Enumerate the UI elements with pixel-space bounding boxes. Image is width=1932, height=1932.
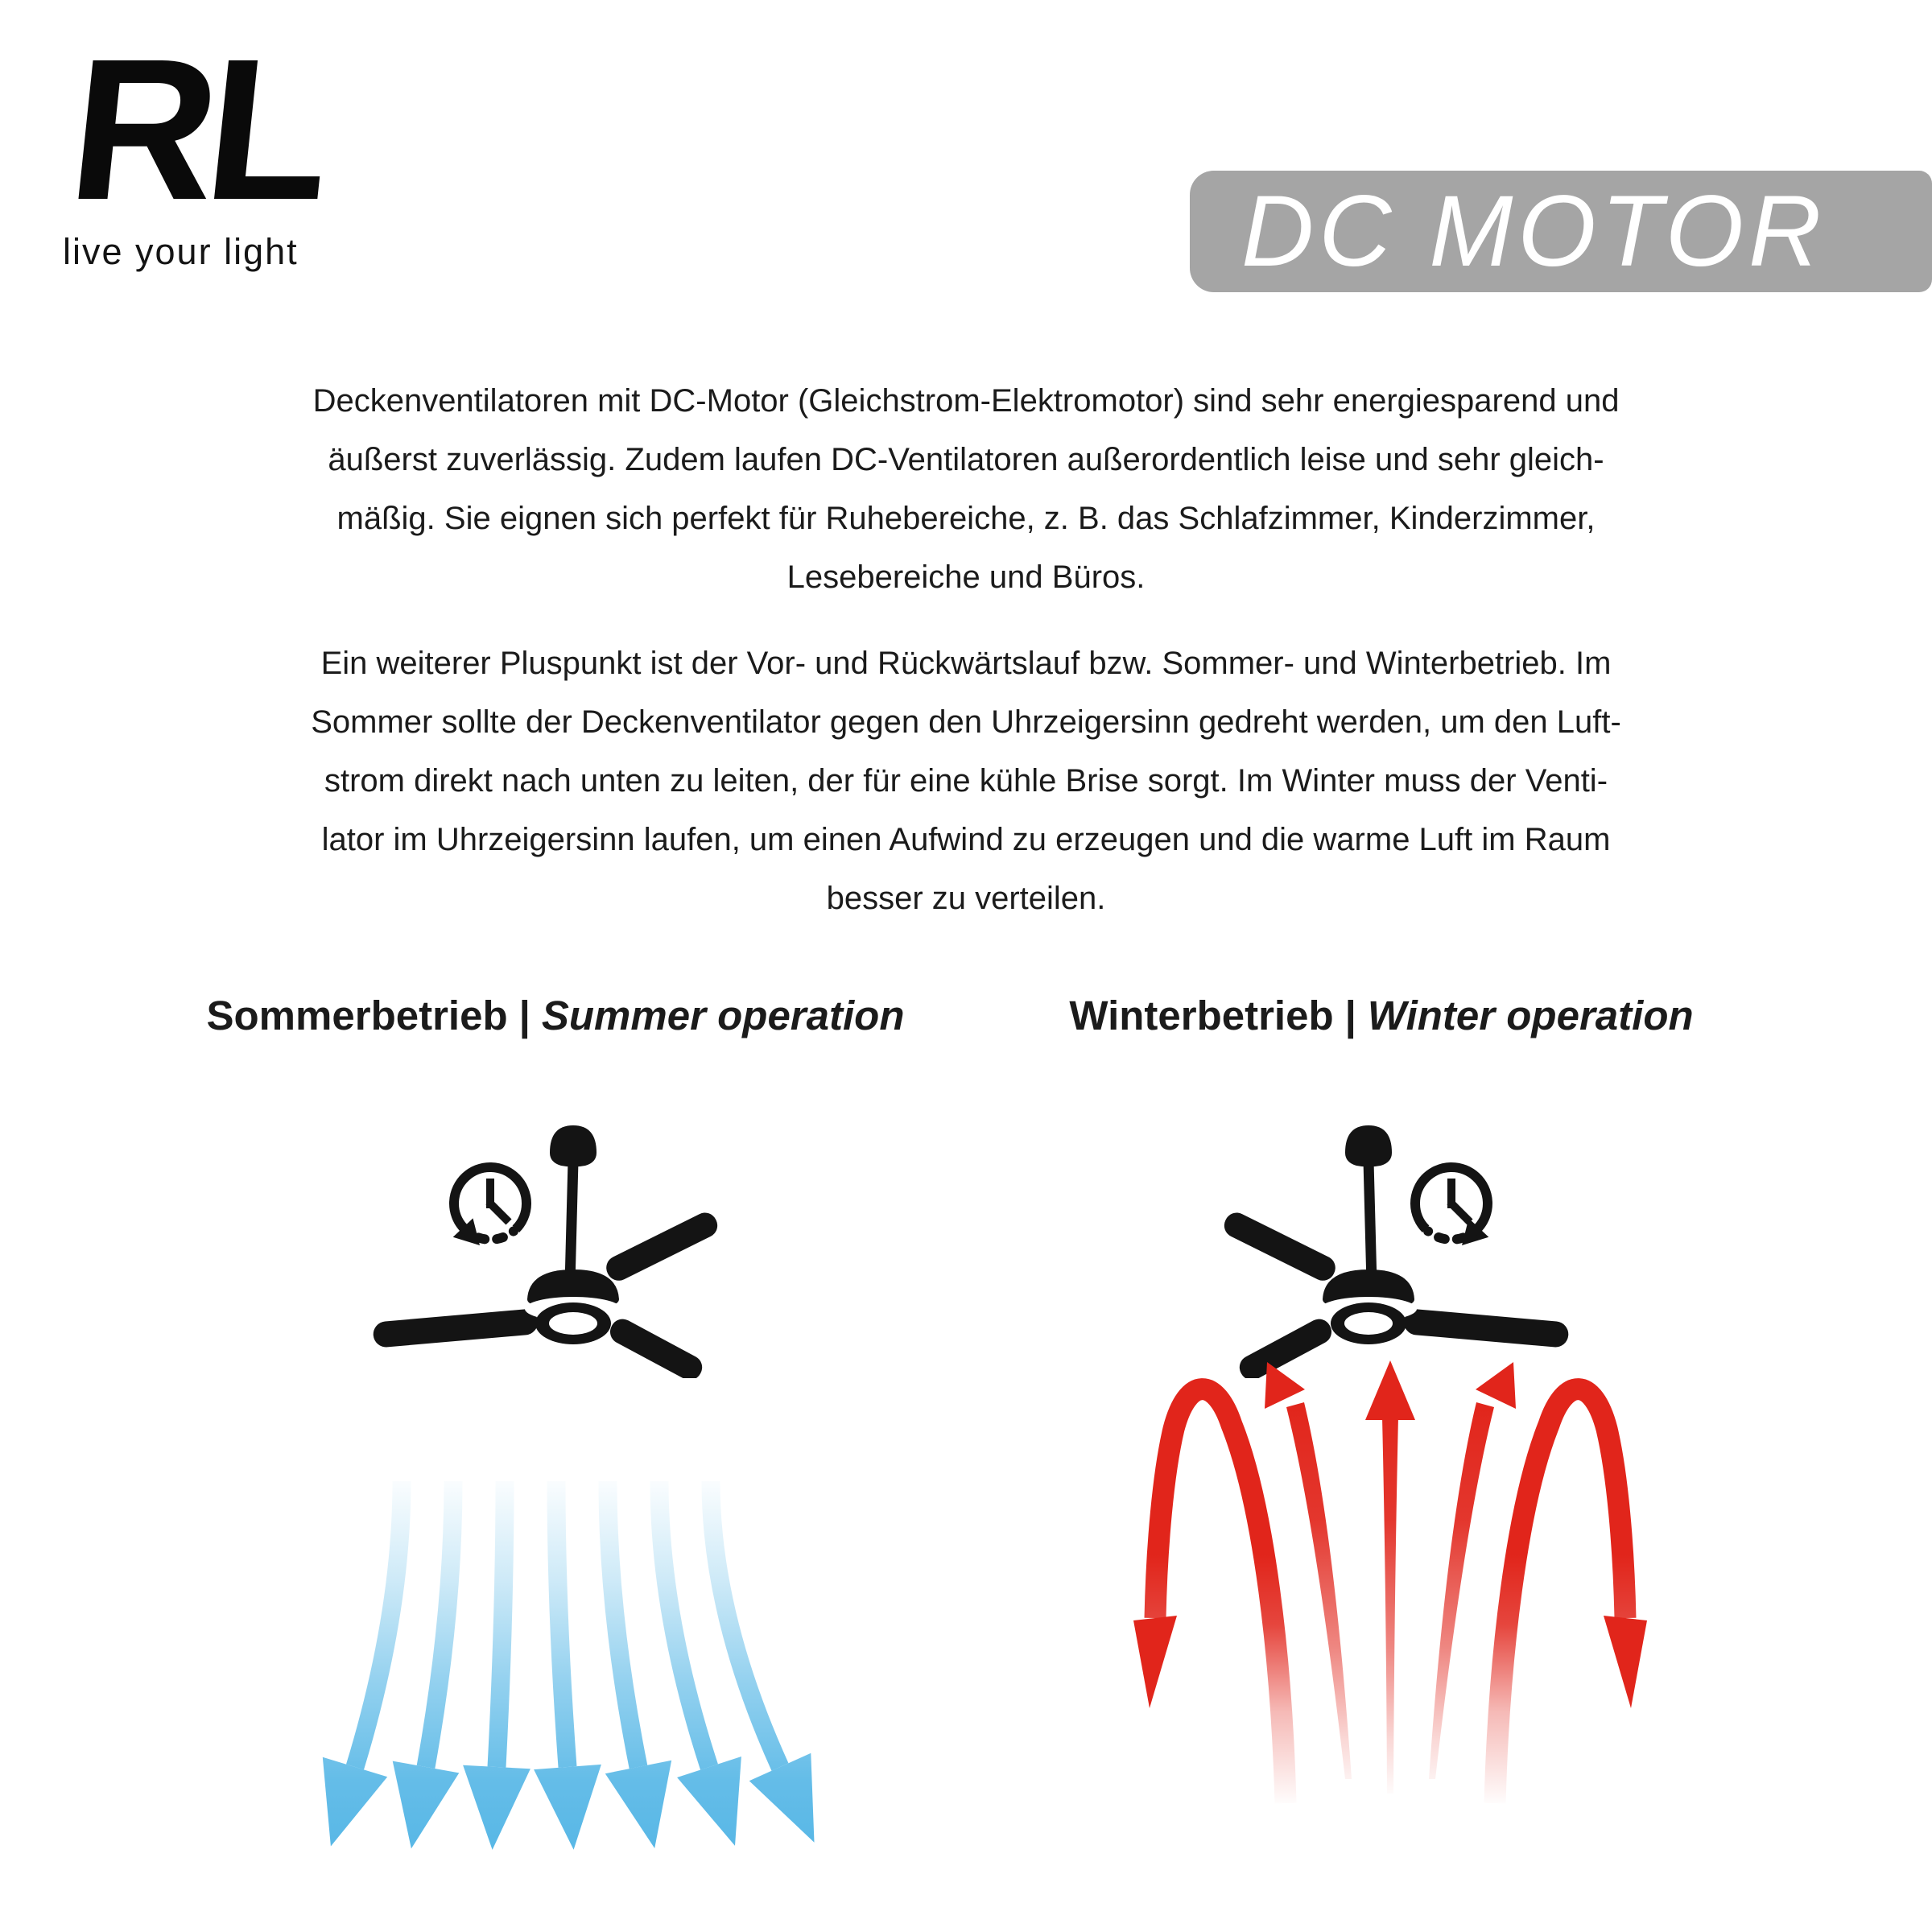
summer-heading-en: Summer operation — [541, 993, 905, 1038]
intro-p2-line: strom direkt nach unten zu leiten, der für eine kühle Brise sorgt. Im Winter muss der Venti- — [324, 763, 1608, 799]
summer-section-heading — [153, 992, 958, 1040]
intro-p2-line: Ein weiterer Pluspunkt ist der Vor- und Rückwärtslauf bzw. Sommer- und Winterbetrieb. Im — [320, 646, 1612, 681]
intro-p1-line: äußerst zuverlässig. Zudem laufen DC-Ventilatoren außerordentlich leise und sehr gleich- — [328, 442, 1604, 477]
up-arrow-inner-right — [1429, 1402, 1494, 1779]
ceiling-fan-counterclockwise-icon — [366, 1121, 729, 1378]
heading-separator: | — [518, 993, 530, 1038]
upward-air-arrows — [1133, 1360, 1647, 1803]
intro-p2-line: besser zu verteilen. — [826, 881, 1106, 916]
summer-heading-de: Sommerbetrieb — [206, 993, 508, 1038]
intro-p1-line: Lesebereiche und Büros. — [786, 559, 1146, 595]
winter-section-heading — [979, 992, 1784, 1040]
winter-heading-de: Winterbetrieb — [1069, 993, 1334, 1038]
heading-separator: | — [1344, 993, 1356, 1038]
winter-airflow-arrows — [1119, 1352, 1650, 1852]
intro-p2-line: Sommer sollte der Deckenventilator gegen den Uhrzeigersinn gedreht werden, um den Luft- — [311, 704, 1621, 740]
ceiling-fan-clockwise-icon — [1213, 1121, 1575, 1378]
arch-arrow-left — [1155, 1389, 1286, 1803]
dc-motor-banner-label: DC MOTOR — [1241, 175, 1827, 287]
downward-air-arrows — [323, 1481, 815, 1850]
up-arrow-center — [1382, 1417, 1398, 1794]
summer-airflow-arrows — [266, 1477, 877, 1864]
winter-heading-en: Winter operation — [1367, 993, 1694, 1038]
intro-paragraph-1 — [161, 372, 1771, 607]
up-arrow-inner-left — [1286, 1402, 1352, 1779]
brand-wordmark: RL — [60, 17, 333, 242]
intro-paragraph-2 — [161, 634, 1771, 928]
clockwise-clock-icon — [1415, 1167, 1488, 1245]
counterclockwise-clock-icon — [453, 1167, 526, 1245]
intro-p1-line: Deckenventilatoren mit DC-Motor (Gleichstrom-Elektromotor) sind sehr energiesparend und — [312, 383, 1620, 419]
brand-tagline: live your light — [63, 231, 299, 272]
dc-motor-banner — [1190, 171, 1932, 292]
arch-arrow-right — [1495, 1389, 1625, 1803]
intro-p1-line: mäßig. Sie eignen sich perfekt für Ruhebereiche, z. B. das Schlafzimmer, Kinderzimmer, — [336, 501, 1596, 536]
brand-logo — [60, 17, 333, 273]
intro-p2-line: lator im Uhrzeigersinn laufen, um einen Aufwind zu erzeugen und die warme Luft im Raum — [321, 822, 1611, 857]
